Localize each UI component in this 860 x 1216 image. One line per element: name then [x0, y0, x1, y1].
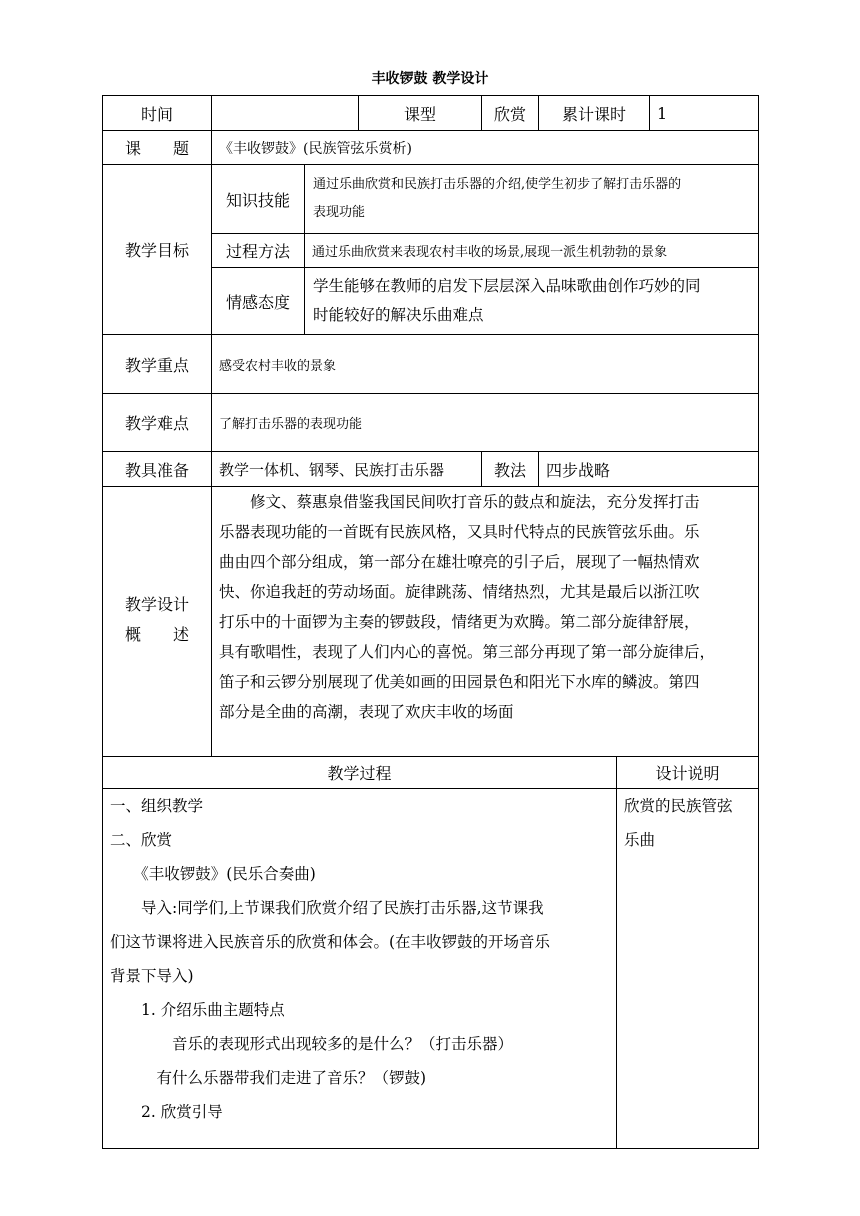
overview-line: 笛子和云锣分别展现了优美如画的田园景色和阳光下水库的鳞波。第四	[219, 673, 700, 691]
attitude-label: 情感态度	[225, 292, 290, 312]
process-header: 教学过程	[327, 764, 392, 783]
tools-value: 教学一体机、钢琴、民族打击乐器	[219, 460, 445, 479]
type-label: 课型	[403, 104, 436, 124]
overview-line: 修文、蔡惠泉借鉴我国民间吹打音乐的鼓点和旋法，充分发挥打击	[219, 493, 700, 511]
overview-line: 打乐中的十面锣为主奏的锣鼓段，情绪更为欢腾。第二部分旋律舒展，	[219, 613, 700, 631]
difficulty-value: 了解打击乐器的表现功能	[219, 417, 363, 432]
knowledge-line: 通过乐曲欣赏和民族打击乐器的介绍,使学生初步了解打击乐器的	[313, 177, 682, 192]
time-value	[211, 95, 359, 131]
process-line: 《丰收锣鼓》(民乐合奏曲)	[110, 865, 316, 883]
process-line: 一、组织教学	[110, 797, 204, 815]
process-line: 二、欣赏	[110, 831, 173, 849]
process-method-label: 过程方法	[225, 242, 290, 261]
goals-label: 教学目标	[124, 241, 189, 260]
overview-label-line2: 概 述	[124, 625, 189, 644]
note-text	[624, 789, 733, 857]
process-line: 导入:同学们,上节课我们欣赏介绍了民族打击乐器,这节课我	[110, 899, 544, 917]
process-method-value: 通过乐曲欣赏来表现农村丰收的场景,展现一派生机勃勃的景象	[312, 245, 668, 260]
note-line: 乐曲	[624, 831, 656, 849]
process-text	[110, 789, 612, 1129]
note-line: 欣赏的民族管弦	[624, 797, 733, 815]
process-line: 1. 介绍乐曲主题特点	[110, 1001, 285, 1019]
knowledge-value	[313, 171, 681, 227]
overview-text	[219, 487, 753, 727]
hours-label: 累计课时	[561, 104, 626, 124]
note-header: 设计说明	[655, 764, 720, 783]
type-value: 欣赏	[493, 104, 526, 124]
method-value: 四步战略	[546, 460, 611, 480]
document-title: 丰收锣鼓 教学设计	[371, 71, 489, 87]
hours-value: 1	[657, 103, 668, 123]
difficulty-label: 教学难点	[124, 414, 189, 433]
key-point-label: 教学重点	[124, 355, 189, 375]
attitude-line: 时能较好的解决乐曲难点	[313, 306, 484, 324]
overview-label-line1: 教学设计	[124, 595, 189, 614]
tools-label: 教具准备	[124, 460, 189, 480]
overview-line: 部分是全曲的高潮，表现了欢庆丰收的场面	[219, 703, 514, 721]
process-line: 2. 欣赏引导	[110, 1103, 223, 1121]
attitude-value	[313, 272, 701, 330]
knowledge-line: 表现功能	[313, 205, 366, 220]
overview-line: 曲由四个部分组成，第一部分在雄壮嘹亮的引子后，展现了一幅热情欢	[219, 553, 700, 571]
knowledge-label: 知识技能	[225, 190, 290, 210]
attitude-line: 学生能够在教师的启发下层层深入品味歌曲创作巧妙的同	[313, 277, 701, 295]
overview-line: 快、你追我赶的劳动场面。旋律跳荡、情绪热烈，尤其是最后以浙江吹	[219, 583, 700, 601]
overview-line: 具有歌唱性，表现了人们内心的喜悦。第三部分再现了第一部分旋律后，	[219, 643, 716, 661]
time-label: 时间	[140, 104, 173, 124]
process-line: 有什么乐器带我们走进了音乐？（锣鼓)	[110, 1069, 427, 1087]
overview-label	[102, 590, 212, 650]
key-point-value: 感受农村丰收的景象	[219, 358, 337, 374]
process-line: 音乐的表现形式出现较多的是什么？（打击乐器）	[110, 1035, 514, 1053]
process-line: 们这节课将进入民族音乐的欣赏和体会。(在丰收锣鼓的开场音乐	[110, 933, 551, 951]
overview-line: 乐器表现功能的一首既有民族风格，又具时代特点的民族管弦乐曲。乐	[219, 523, 700, 541]
method-label: 教法	[493, 460, 526, 480]
topic-label: 课 题	[124, 139, 189, 158]
process-line: 背景下导入)	[110, 967, 194, 985]
topic-value: 《丰收锣鼓》(民族管弦乐赏析)	[219, 140, 412, 157]
